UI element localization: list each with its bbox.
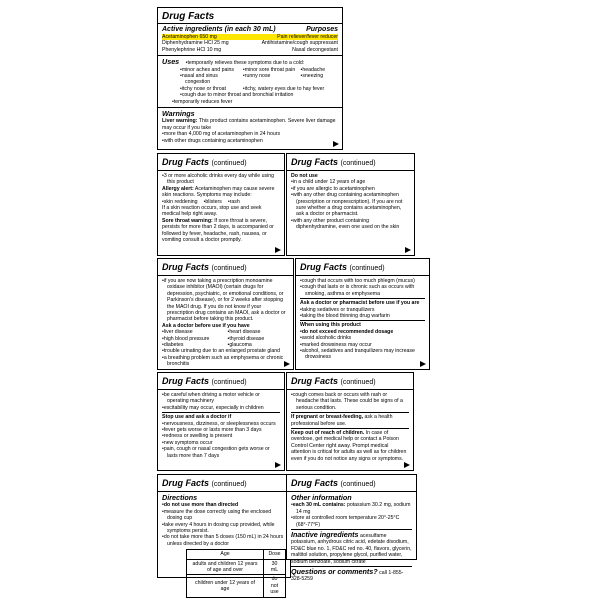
table-header: Age bbox=[187, 550, 264, 559]
table-row: adults and children 12 years of age and over 30 mL bbox=[187, 559, 286, 575]
panel-title: Drug Facts (continued) bbox=[158, 376, 284, 390]
drug-facts-panel-4 bbox=[157, 258, 294, 370]
condition-list: • liver disease • heart disease • high blood pressure • thyroid disease • diabetes • glaucoma bbox=[162, 329, 289, 348]
drug-facts-panel-1 bbox=[157, 7, 343, 150]
list-item: • redness or swelling is present bbox=[162, 433, 280, 439]
table-header: Dose bbox=[264, 550, 286, 559]
table-row: children under 12 years of age do not use bbox=[187, 575, 286, 597]
list-item: • new symptoms occur bbox=[162, 440, 280, 446]
uses-title: Uses bbox=[162, 57, 180, 67]
list-item: • a breathing problem such as emphysema or chronic bronchitis bbox=[162, 355, 289, 368]
warning-bullet: • 3 or more alcoholic drinks every day while using this product bbox=[162, 173, 280, 186]
maoi-warning: • if you are now taking a prescription monoamine oxidase inhibitor (MAOI) (certain drugs for depression, psychiatric, or emotional conditions, or Parkinson's disease), or for 2 weeks after stopping the MAOI drug. If you do not know if your prescription drug contains an MAOI, ask a doctor or pharmacist before taking this product. bbox=[162, 278, 289, 323]
list-item: • taking sedatives or tranquilizers bbox=[300, 307, 425, 313]
questions-line: Questions or comments? call 1-855-328-5259 bbox=[291, 567, 404, 583]
drug-facts-panel-2 bbox=[157, 153, 285, 256]
ingredient-row: Phenylephrine HCl 10 mg Nasal decongestant bbox=[162, 46, 338, 53]
continue-arrow-icon bbox=[333, 141, 339, 147]
liver-warning: Liver warning: This product contains acetaminophen. Severe liver damage may occur if you take bbox=[162, 118, 336, 131]
panel-title: Drug Facts bbox=[158, 11, 342, 24]
symptom-list: • minor aches and pains • minor sore throat pain • headache • nasal and sinus congestion • runny nose • sneezing • itchy nose or throat • itchy, watery eyes due to hay fever bbox=[162, 67, 338, 93]
panel-title: Drug Facts (continued) bbox=[287, 376, 413, 390]
panel-title: Drug Facts (continued) bbox=[296, 262, 429, 276]
skin-symptoms: • skin reddening • blisters • rash bbox=[162, 199, 280, 205]
list-item: • do not take more than 5 doses (150 mL) in 24 hours unless directed by a doctor bbox=[162, 534, 286, 547]
continue-arrow-icon bbox=[405, 247, 411, 253]
uses-intro: • temporarily relieves these symptoms due to a cold: bbox=[181, 60, 305, 66]
panel-title: Drug Facts (continued) bbox=[287, 157, 414, 171]
stop-use-title: Stop use and ask a doctor if bbox=[162, 414, 232, 421]
list-item: • cough that lasts or is chronic such as occurs with smoking, asthma or emphysema bbox=[300, 284, 425, 297]
list-item: • in a child under 12 years of age bbox=[291, 179, 410, 185]
active-ingredients-title: Active ingredients (in each 30 mL) bbox=[162, 26, 276, 33]
liver-bullet: • with other drugs containing acetaminophen bbox=[162, 138, 338, 144]
list-item: • cough comes back or occurs with rash or headache that lasts. These could be signs of a serious condition. bbox=[291, 392, 409, 411]
directions-title: Directions bbox=[162, 493, 198, 502]
liver-bullet: • more than 4,000 mg of acetaminophen in 24 hours bbox=[162, 131, 338, 137]
drug-facts-panel-9 bbox=[286, 474, 417, 583]
drug-facts-panel-6 bbox=[157, 372, 285, 471]
list-item: • pain, cough or nasal congestion gets worse or lasts more than 7 days bbox=[162, 446, 280, 459]
list-item: • if you are allergic to acetaminophen bbox=[291, 186, 410, 192]
other-information-title: Other information bbox=[291, 493, 352, 502]
warnings-title: Warnings bbox=[162, 109, 195, 119]
do-not-use-title: Do not use bbox=[291, 173, 318, 179]
list-item: • alcohol, sedatives and tranquilizers may increase drowsiness bbox=[300, 348, 425, 361]
list-item: • take every 4 hours in dosing cup provided, while symptoms persist. bbox=[162, 522, 286, 535]
panel-title: Drug Facts (continued) bbox=[287, 478, 416, 492]
list-item: • trouble urinating due to an enlarged prostate gland bbox=[162, 348, 289, 354]
pregnancy-warning: If pregnant or breast-feeding, ask a health professional before use. bbox=[291, 414, 393, 427]
allergy-alert: Allergy alert: Acetaminophen may cause severe skin reactions. Symptoms may include: bbox=[162, 185, 275, 199]
list-item: • nervousness, dizziness, or sleeplessness occurs bbox=[162, 421, 280, 427]
panel-title: Drug Facts (continued) bbox=[158, 157, 284, 171]
ask-doctor-title: Ask a doctor before use if you have bbox=[162, 322, 250, 329]
drug-facts-panel-8 bbox=[157, 474, 291, 596]
list-item: • be careful when driving a motor vehicle or operating machinery bbox=[162, 392, 280, 405]
continue-arrow-icon bbox=[420, 361, 426, 367]
keep-out-of-reach: Keep out of reach of children. In case of overdose, get medical help or contact a Poison Control Center right away. Prompt medical attention is critical for adults as well as for children even if you do not notice any signs or symptoms. bbox=[291, 430, 407, 462]
panel-title: Drug Facts (continued) bbox=[158, 478, 290, 492]
list-item: • with any other drug containing acetaminophen (prescription or nonprescription). If you are not sure whether a drug contains acetaminophen, ask a doctor or pharmacist. bbox=[291, 192, 410, 218]
skin-reaction-text: If a skin reaction occurs, stop use and seek medical help right away. bbox=[162, 205, 262, 218]
drug-facts-panel-5 bbox=[295, 258, 430, 370]
uses-fever: • temporarily reduces fever bbox=[172, 99, 338, 105]
list-item: • excitability may occur, especially in children bbox=[162, 405, 280, 411]
list-item: • marked drowsiness may occur bbox=[300, 342, 425, 348]
continue-arrow-icon bbox=[284, 361, 290, 367]
ask-pharmacist-title: Ask a doctor or pharmacist before use if you are bbox=[300, 300, 420, 307]
drug-facts-panel-3 bbox=[286, 153, 415, 256]
list-item: • do not use more than directed bbox=[162, 502, 286, 508]
continue-arrow-icon bbox=[404, 462, 410, 468]
inactive-ingredients: Inactive ingredients acesulfame potassium, anhydrous citric acid, edetate disodium, FD&C blue no. 1, FD&C red no. 40, flavors, glycerin, maltitol solution, propylene glycol, purified water, sodium benzoate, sodium citrate bbox=[291, 530, 412, 565]
purposes-title: Purposes bbox=[306, 26, 338, 33]
list-item: • store at controlled room temperature 20°-25°C (68°-77°F) bbox=[291, 515, 412, 528]
list-item: • taking the blood thinning drug warfarin bbox=[300, 313, 425, 319]
continue-arrow-icon bbox=[275, 247, 281, 253]
list-item: • avoid alcoholic drinks bbox=[300, 335, 425, 341]
drug-facts-panel-7 bbox=[286, 372, 414, 471]
uses-cough: • cough due to minor throat and bronchial irritation bbox=[162, 92, 338, 98]
when-using-title: When using this product bbox=[300, 322, 361, 329]
ingredient-row: Acetaminophen 650 mg Pain reliever/fever reducer bbox=[162, 34, 338, 40]
panel-title: Drug Facts (continued) bbox=[158, 262, 293, 276]
list-item: • with any other product containing diphenhydramine, even one used on the skin bbox=[291, 218, 410, 231]
list-item: • do not exceed recommended dosage bbox=[300, 329, 425, 335]
ingredient-row: Diphenhydramine HCl 25 mg Antihistamine/cough suppressant bbox=[162, 40, 338, 47]
list-item: • cough that occurs with too much phlegm (mucus) bbox=[300, 278, 425, 284]
list-item: • fever gets worse or lasts more than 3 days bbox=[162, 427, 280, 433]
list-item: • each 30 mL contains: potassium 30.2 mg, sodium 14 mg bbox=[291, 502, 412, 515]
list-item: • measure the dose correctly using the enclosed dosing cup bbox=[162, 509, 286, 522]
sore-throat-warning: Sore throat warning: If sore throat is severe, persists for more than 2 days, is accompanied or followed by fever, headache, rash, nausea, or vomiting consult a doctor promptly. bbox=[162, 217, 274, 244]
continue-arrow-icon bbox=[275, 462, 281, 468]
dosage-table bbox=[186, 549, 286, 597]
